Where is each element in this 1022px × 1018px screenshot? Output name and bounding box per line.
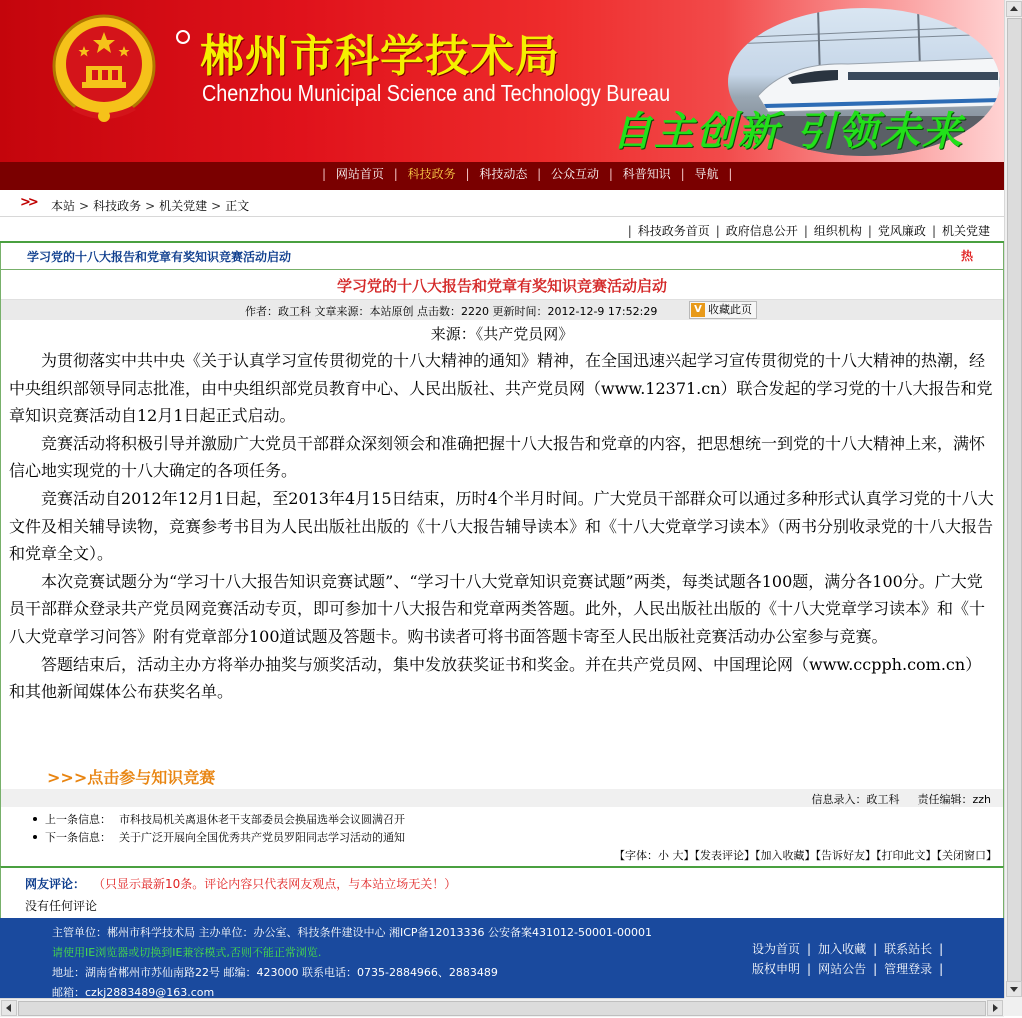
arrow-up-icon [1007,2,1021,16]
article-content [0,269,1004,866]
site-title-cn: 郴州市科学技术局 [200,31,560,82]
arrow-down-icon [1007,982,1021,996]
vertical-scroll-thumb[interactable] [1007,18,1022,982]
main-nav [0,162,1004,190]
add-favorite-button[interactable]: 【加入收藏】 [755,849,816,862]
scroll-right-button[interactable] [987,1000,1003,1016]
double-chevron-right-icon: >> [20,195,36,210]
announcement-link[interactable]: 网站公告 [818,962,867,976]
admin-login-link[interactable]: 管理登录 [884,962,933,976]
site-title-en: Chenzhou Municipal Science and Technology Bureau [202,80,671,106]
vertical-scrollbar[interactable] [1004,0,1022,998]
comments-section [0,866,1004,919]
nav-guide[interactable]: 导航 [694,167,719,181]
list-item: 上一条信息： 市科技局机关离退休老干支部委员会换届选举会议圆满召开 [33,811,405,829]
horizontal-scrollbar[interactable] [0,998,1004,1017]
comments-empty: 没有任何评论 [25,899,98,913]
sub-nav: | 科技政务首页 | 政府信息公开 | 组织机构 | 党风廉政 | 机关党建 [0,219,1004,243]
contact-admin-link[interactable]: 联系站长 [884,942,933,956]
post-comment-button[interactable]: 【发表评论】 [694,849,755,862]
meta-clicks: 2220 [461,305,489,318]
breadcrumb-current: 正文 [225,199,250,213]
nav-sci-knowledge[interactable]: 科普知识 [622,167,671,181]
hot-badge: 热 [960,249,973,263]
paragraph: 竞赛活动将积极引导并激励广大党员干部群众深刻领会和准确把握十八大报告和党章的内容，把思想统一到党的十八大精神上来，满怀信心地实现党的十八大确定的各项任务。 [9,433,986,481]
font-big-button[interactable]: 大 [672,849,684,862]
set-homepage-link[interactable]: 设为首页 [752,942,801,956]
info-bar: 信息录入：政工科 责任编辑：zzh [1,789,1003,807]
article-head-bar [0,243,1004,270]
main-nav-items: | 网站首页 | 科技政务 | 科技动态 | 公众互动 | 科普知识 | 导航 | [322,167,733,181]
prev-article-link[interactable]: 市科技局机关离退休老干支部委员会换届选举会议圆满召开 [119,813,405,826]
nav-public-interaction[interactable]: 公众互动 [551,167,600,181]
paragraph: 为贯彻落实中共中央《关于认真学习宣传贯彻党的十八大精神的通知》精神，在全国迅速兴起学习宣传贯彻党的十八大精神的热潮，经中央组织部领导同志批准，由中央组织部党员教育中心、人民出版社、共产党员网（www.12371.cn）联合发起的学习党的十八大报告和党章知识竞赛活动自12月1日起正式启动。 [9,351,993,426]
join-quiz-link[interactable]: >>>点击参与知识竞赛 [47,768,216,787]
article-body [9,347,997,706]
article-bar-title: 学习党的十八大报告和党章有奖知识竞赛活动启动 [27,250,292,264]
subnav-integrity[interactable]: 党风廉政 [877,224,926,238]
info-entry: 政工科 [866,793,900,806]
footer-line: 主管单位：郴州市科学技术局 主办单位：办公室、科技条件建设中心 湘ICP备12013336 公安备案431012-50001-00001 [52,926,652,939]
nav-sci-gov[interactable]: 科技政务 [407,167,456,181]
scroll-left-button[interactable] [1,1000,17,1016]
subnav-party-building[interactable]: 机关党建 [941,224,990,238]
scrollbar-corner [1004,998,1022,1016]
paragraph: 本次竞赛试题分为“学习十八大报告知识竞赛试题”、“学习十八大党章知识竞赛试题”两类，每类试题各100题，满分各100分。广大党员干部群众登录共产党员网竞赛活动专页，即可参加十八大报告和党章两类答题。此外，人民出版社出版的《十八大党章学习读本》和《十八大党章学习问答》附有党章部分100道试题及答题卡。购书读者可将书面答题卡寄至人民出版社竞赛活动办公室参与竞赛。 [9,571,986,646]
close-window-button[interactable]: 【关闭窗口】 [936,849,997,862]
article-title: 学习党的十八大报告和党章有奖知识竞赛活动启动 [336,277,667,295]
arrow-right-icon [988,1001,1002,1015]
article-meta: 作者：政工科 文章来源：本站原创 点击数：2220 更新时间：2012-12-9 17:52:29 [245,305,658,318]
source-line: 来源：《共产党员网》 [430,325,574,343]
breadcrumb-party[interactable]: 机关党建 [159,199,208,213]
paragraph: 答题结束后，活动主办方将举办抽奖与颁奖活动，集中发放获奖证书和奖金。并在共产党员网、中国理论网（www.ccpph.com.cn）和其他新闻媒体公布获奖名单。 [9,654,982,702]
bullet-icon [33,835,37,839]
footer [0,918,1004,998]
footer-info [52,923,652,998]
info-editor: zzh [972,793,991,806]
footer-line: 邮箱：czkj2883489@163.com [52,986,215,998]
meta-updated: 2012-12-9 17:52:29 [547,305,658,318]
subnav-gov-info[interactable]: 政府信息公开 [725,224,798,238]
breadcrumb-site[interactable]: 本站 [51,199,76,213]
meta-author: 政工科 [278,305,311,318]
horizontal-scroll-thumb[interactable] [18,1001,986,1016]
subnav-organization[interactable]: 组织机构 [813,224,862,238]
comments-label: 网友评论： [25,877,86,891]
footer-line: 地址：湖南省郴州市苏仙南路22号 邮编：423000 联系电话：0735-2884966、2883489 [52,966,498,979]
prev-next-list [33,811,405,847]
slogan: 自主创新 引领未来 [612,109,964,155]
favorite-icon: V [691,303,705,317]
favorite-page-button[interactable]: V 收藏此页 [689,301,757,319]
arrow-left-icon [2,1001,16,1015]
scroll-down-button[interactable] [1006,981,1022,997]
article-tools: 【字体：小 大】【发表评论】【加入收藏】【告诉好友】【打印此文】【关闭窗口】 [614,849,997,862]
national-emblem-icon [52,10,156,128]
bullet-icon [33,817,37,821]
article-meta-bar [1,299,1003,320]
copyright-link[interactable]: 版权申明 [752,962,801,976]
print-button[interactable]: 【打印此文】 [876,849,937,862]
nav-home[interactable]: 网站首页 [335,167,384,181]
font-small-button[interactable]: 小 [658,849,669,862]
comments-note: （只显示最新10条。评论内容只代表网友观点，与本站立场无关！） [93,877,457,891]
paragraph: 竞赛活动自2012年12月1日起，至2013年4月15日结束，历时4个半月时间。广大党员干部群众可以通过多种形式认真学习党的十八大文件及相关辅导读物，竞赛参考书目为人民出版社出版的《十八大报告辅导读本》和《十八大党章学习读本》（两书分别收录党的十八大报告和党章全文）。 [9,488,994,564]
footer-browser-note: 请使用IE浏览器或切换到IE兼容模式,否则不能正常浏览. [52,946,322,959]
meta-source: 本站原创 [369,305,414,318]
subnav-sci-gov-home[interactable]: 科技政务首页 [637,224,710,238]
footer-links: 设为首页 | 加入收藏 | 联系站长 | 版权申明 | 网站公告 | 管理登录 | [752,942,944,976]
header-banner [0,0,1004,162]
next-article-link[interactable]: 关于广泛开展向全国优秀共产党员罗阳同志学习活动的通知 [119,831,405,844]
scroll-up-button[interactable] [1006,1,1022,17]
list-item: 下一条信息： 关于广泛开展向全国优秀共产党员罗阳同志学习活动的通知 [33,829,405,847]
add-favorite-link[interactable]: 加入收藏 [818,942,867,956]
decorative-ring-icon [176,30,190,44]
breadcrumb: >> 本站 > 科技政务 > 机关党建 > 正文 [0,192,1004,217]
breadcrumb-sci-gov[interactable]: 科技政务 [93,199,142,213]
nav-sci-news[interactable]: 科技动态 [479,167,528,181]
tell-friend-button[interactable]: 【告诉好友】 [815,849,876,862]
